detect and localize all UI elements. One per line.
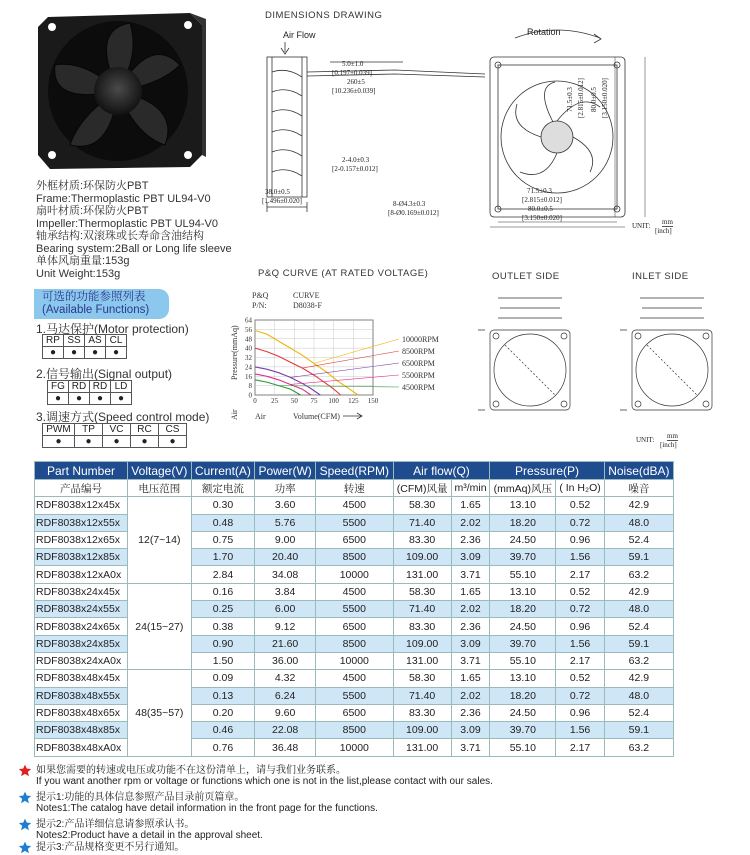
inh2o-cell: 0.72 bbox=[556, 601, 604, 618]
noise-cell: 63.2 bbox=[604, 566, 673, 583]
cfm-cell: 131.00 bbox=[393, 739, 451, 756]
dim-rib-inch: [2-0.157±0.012] bbox=[332, 165, 378, 173]
spec-table bbox=[34, 461, 674, 757]
dim-lead-length-inch: [10.236±0.039] bbox=[332, 87, 376, 95]
noise-cell: 63.2 bbox=[604, 739, 673, 756]
current-cell: 0.38 bbox=[191, 618, 255, 635]
rotation-label: Rotation bbox=[527, 27, 561, 37]
inh2o-cell: 1.56 bbox=[556, 549, 604, 566]
option-dot: ● bbox=[43, 436, 75, 448]
current-cell: 1.70 bbox=[191, 549, 255, 566]
pq-y-tick: 0 bbox=[248, 391, 252, 400]
pq-legend-pn: P/N: bbox=[252, 301, 267, 310]
pq-x-tick: 50 bbox=[290, 397, 298, 405]
pq-series-6500RPM bbox=[255, 367, 320, 395]
speed-cell: 8500 bbox=[316, 549, 394, 566]
cfm-cell: 71.40 bbox=[393, 601, 451, 618]
pq-xlabel: Volume(CFM) bbox=[293, 412, 340, 421]
option-code: RD bbox=[69, 381, 90, 393]
inh2o-cell: 0.96 bbox=[556, 531, 604, 548]
dim-lead-length: 260±5 bbox=[347, 78, 365, 86]
noise-cell: 48.0 bbox=[604, 601, 673, 618]
note-contact bbox=[36, 765, 493, 787]
pq-series-4500RPM bbox=[255, 380, 301, 395]
spec-line: 扇叶材质:环保防火PBT bbox=[36, 205, 149, 217]
spec-line: Frame:Thermoplastic PBT UL94-V0 bbox=[36, 192, 211, 205]
pq-y-tick: 64 bbox=[245, 316, 252, 325]
power-cell: 5.76 bbox=[255, 514, 316, 531]
pq-x-tick: 100 bbox=[328, 397, 339, 405]
part-number-cell: RDF8038x12x45x bbox=[35, 497, 128, 514]
note-cn: 提示1:功能的具体信息参照产品目录前页篇章。 bbox=[36, 792, 245, 803]
speed-cell: 5500 bbox=[316, 514, 394, 531]
cfm-cell: 83.30 bbox=[393, 704, 451, 721]
cfm-cell: 109.00 bbox=[393, 549, 451, 566]
m3-cell: 2.02 bbox=[451, 687, 490, 704]
pq-heading: P&Q CURVE (AT RATED VOLTAGE) bbox=[258, 268, 429, 279]
table-row bbox=[35, 583, 674, 600]
col-noise: Noise(dBA) bbox=[604, 462, 673, 480]
mmaq-cell: 39.70 bbox=[490, 635, 556, 652]
power-cell: 9.60 bbox=[255, 704, 316, 721]
part-number-cell: RDF8038x24x55x bbox=[35, 601, 128, 618]
noise-cell: 42.9 bbox=[604, 497, 673, 514]
inh2o-cell: 0.52 bbox=[556, 583, 604, 600]
star-icon bbox=[18, 818, 32, 832]
speed-cell: 4500 bbox=[316, 670, 394, 687]
noise-cell: 59.1 bbox=[604, 635, 673, 652]
options-title-en: (Available Functions) bbox=[42, 304, 150, 316]
mmaq-cell: 13.10 bbox=[490, 670, 556, 687]
options-title-cn: 可选的功能参照列表 bbox=[42, 291, 146, 303]
cfm-cell: 109.00 bbox=[393, 635, 451, 652]
dim-height-outer-inch: [3.150±0.020] bbox=[601, 77, 609, 118]
cfm-cell: 131.00 bbox=[393, 566, 451, 583]
pq-legend-entry: 4500RPM bbox=[402, 383, 435, 392]
option-code: CS bbox=[159, 424, 187, 436]
dim-height-inner-inch: [2.815±0.012] bbox=[577, 77, 585, 118]
power-cell: 3.60 bbox=[255, 497, 316, 514]
power-cell: 3.84 bbox=[255, 583, 316, 600]
col-voltage: Voltage(V) bbox=[128, 462, 192, 480]
inh2o-cell: 1.56 bbox=[556, 635, 604, 652]
unit-mm-2: mm bbox=[667, 432, 678, 440]
mmaq-cell: 18.20 bbox=[490, 601, 556, 618]
speed-control-title: 3.调速方式(Speed control mode) bbox=[36, 410, 210, 424]
power-cell: 21.60 bbox=[255, 635, 316, 652]
noise-cell: 48.0 bbox=[604, 514, 673, 531]
spec-line: 外框材质:环保防火PBT bbox=[36, 180, 149, 192]
outlet-side-drawing bbox=[470, 290, 590, 425]
current-cell: 0.75 bbox=[191, 531, 255, 548]
unit-mm: mm bbox=[662, 218, 673, 226]
air-flow-label: Air Flow bbox=[283, 30, 316, 40]
mmaq-cell: 39.70 bbox=[490, 549, 556, 566]
m3-cell: 2.02 bbox=[451, 601, 490, 618]
sub-voltage: 电压范围 bbox=[128, 480, 192, 497]
col-airflow: Air flow(Q) bbox=[393, 462, 490, 480]
inlet-heading: INLET SIDE bbox=[632, 271, 689, 282]
part-number-cell: RDF8038x48x85x bbox=[35, 722, 128, 739]
mmaq-cell: 18.20 bbox=[490, 514, 556, 531]
inh2o-cell: 0.72 bbox=[556, 687, 604, 704]
pq-chart bbox=[225, 285, 475, 425]
m3-cell: 1.65 bbox=[451, 583, 490, 600]
mmaq-cell: 24.50 bbox=[490, 704, 556, 721]
current-cell: 0.76 bbox=[191, 739, 255, 756]
part-number-cell: RDF8038x12x65x bbox=[35, 531, 128, 548]
speed-control-table bbox=[42, 423, 187, 448]
note-cn: 如果您需要的转速或电压或功能不在这份清单上，请与我们业务联系。 bbox=[36, 765, 346, 776]
option-dot: ● bbox=[64, 347, 85, 359]
noise-cell: 42.9 bbox=[604, 583, 673, 600]
option-dot: ● bbox=[75, 436, 103, 448]
option-dot: ● bbox=[159, 436, 187, 448]
col-part-number: Part Number bbox=[35, 462, 128, 480]
outlet-heading: OUTLET SIDE bbox=[492, 271, 560, 282]
speed-cell: 5500 bbox=[316, 601, 394, 618]
spec-line: 轴承结构:双滚珠或长寿命含油结构 bbox=[36, 230, 205, 242]
inh2o-cell: 1.56 bbox=[556, 722, 604, 739]
option-dot: ● bbox=[69, 393, 90, 405]
star-icon bbox=[18, 791, 32, 805]
unit-label: UNIT: bbox=[632, 222, 651, 230]
cfm-cell: 83.30 bbox=[393, 618, 451, 635]
table-row bbox=[35, 670, 674, 687]
speed-cell: 8500 bbox=[316, 635, 394, 652]
options-title bbox=[34, 289, 169, 319]
inh2o-cell: 0.72 bbox=[556, 514, 604, 531]
part-number-cell: RDF8038x48x45x bbox=[35, 670, 128, 687]
power-cell: 4.32 bbox=[255, 670, 316, 687]
option-dot: ● bbox=[131, 436, 159, 448]
part-number-cell: RDF8038x48x55x bbox=[35, 687, 128, 704]
power-cell: 6.24 bbox=[255, 687, 316, 704]
note-cn: 提示3:产品规格变更不另行通知。 bbox=[36, 842, 185, 853]
power-cell: 22.08 bbox=[255, 722, 316, 739]
option-code: RD bbox=[90, 381, 111, 393]
dim-lead-offset-inch: [0.197±0.039] bbox=[332, 69, 373, 77]
speed-cell: 6500 bbox=[316, 704, 394, 721]
inh2o-cell: 0.96 bbox=[556, 618, 604, 635]
option-dot: ● bbox=[111, 393, 132, 405]
unit-label-2: UNIT: bbox=[636, 436, 655, 444]
noise-cell: 52.4 bbox=[604, 531, 673, 548]
part-number-cell: RDF8038x48xA0x bbox=[35, 739, 128, 756]
m3-cell: 3.09 bbox=[451, 635, 490, 652]
unit-inch: [inch] bbox=[655, 227, 672, 235]
pq-legend-curve: CURVE bbox=[293, 291, 320, 300]
motor-protection-table bbox=[42, 334, 127, 359]
pq-y-tick: 40 bbox=[245, 344, 252, 353]
m3-cell: 3.71 bbox=[451, 652, 490, 669]
pq-x-tick: 125 bbox=[348, 397, 359, 405]
voltage-cell: 48(35~57) bbox=[128, 670, 192, 756]
part-number-cell: RDF8038x24x45x bbox=[35, 583, 128, 600]
part-number-cell: RDF8038x12x85x bbox=[35, 549, 128, 566]
pq-x-tick: 150 bbox=[367, 397, 379, 405]
mmaq-cell: 55.10 bbox=[490, 566, 556, 583]
noise-cell: 59.1 bbox=[604, 549, 673, 566]
option-code: SS bbox=[64, 335, 85, 347]
cfm-cell: 71.40 bbox=[393, 687, 451, 704]
m3-cell: 2.36 bbox=[451, 704, 490, 721]
sub-current: 额定电流 bbox=[191, 480, 255, 497]
inh2o-cell: 0.96 bbox=[556, 704, 604, 721]
option-dot: ● bbox=[43, 347, 64, 359]
pq-x-tick: 75 bbox=[310, 397, 318, 405]
m3-cell: 3.71 bbox=[451, 739, 490, 756]
current-cell: 0.20 bbox=[191, 704, 255, 721]
speed-cell: 6500 bbox=[316, 531, 394, 548]
dim-lead-offset: 5.0±1.0 bbox=[342, 60, 364, 68]
pq-xlabel-air: Air bbox=[255, 412, 266, 421]
option-code: LD bbox=[111, 381, 132, 393]
mmaq-cell: 24.50 bbox=[490, 531, 556, 548]
option-code: TP bbox=[75, 424, 103, 436]
cfm-cell: 58.30 bbox=[393, 670, 451, 687]
spec-line: Impeller:Thermoplastic PBT UL94-V0 bbox=[36, 217, 218, 230]
dim-depth-inch: [1.496±0.020] bbox=[262, 197, 303, 205]
option-code: RP bbox=[43, 335, 64, 347]
m3-cell: 1.65 bbox=[451, 670, 490, 687]
pq-legend-entry: 8500RPM bbox=[402, 347, 435, 356]
sub-inh2o: ( In H₂O) bbox=[556, 480, 604, 497]
voltage-cell: 12(7~14) bbox=[128, 497, 192, 583]
sub-m3: m³/min bbox=[451, 480, 490, 497]
option-dot: ● bbox=[90, 393, 111, 405]
m3-cell: 2.02 bbox=[451, 514, 490, 531]
dim-hole: 8-Ø4.3±0.3 bbox=[393, 200, 426, 208]
pq-y-tick: 8 bbox=[248, 382, 252, 391]
mmaq-cell: 13.10 bbox=[490, 583, 556, 600]
pq-legend-entry: 6500RPM bbox=[402, 359, 435, 368]
current-cell: 0.16 bbox=[191, 583, 255, 600]
dim-hole-inch: [8-Ø0.169±0.012] bbox=[388, 209, 439, 217]
mmaq-cell: 55.10 bbox=[490, 739, 556, 756]
speed-cell: 10000 bbox=[316, 739, 394, 756]
cfm-cell: 58.30 bbox=[393, 497, 451, 514]
noise-cell: 42.9 bbox=[604, 670, 673, 687]
dim-height-inner: 71.5±0.3 bbox=[566, 87, 574, 112]
motor-protection-title: 1.马达保护(Motor protection) bbox=[36, 322, 189, 336]
note-en: If you want another rpm or voltage or functions which one is not in the list,please contact with our sales. bbox=[36, 776, 493, 787]
sub-noise: 噪音 bbox=[604, 480, 673, 497]
speed-cell: 8500 bbox=[316, 722, 394, 739]
option-dot: ● bbox=[106, 347, 127, 359]
option-dot: ● bbox=[85, 347, 106, 359]
star-icon bbox=[18, 841, 32, 855]
pq-xlabel-arrow bbox=[343, 413, 362, 419]
pq-legend-leader bbox=[314, 339, 399, 363]
sub-power: 功率 bbox=[255, 480, 316, 497]
inh2o-cell: 2.17 bbox=[556, 739, 604, 756]
current-cell: 2.84 bbox=[191, 566, 255, 583]
speed-cell: 10000 bbox=[316, 652, 394, 669]
pq-legend-entry: 5500RPM bbox=[402, 371, 435, 380]
pq-series-5500RPM bbox=[255, 374, 311, 395]
pq-legend-leader bbox=[302, 351, 399, 368]
noise-cell: 48.0 bbox=[604, 687, 673, 704]
mmaq-cell: 18.20 bbox=[490, 687, 556, 704]
pq-y-tick: 48 bbox=[245, 335, 252, 344]
voltage-cell: 24(15~27) bbox=[128, 583, 192, 669]
pq-y-tick: 16 bbox=[245, 372, 252, 381]
note-en: Notes1:The catalog have detail information in the front page for the functions. bbox=[36, 803, 378, 814]
m3-cell: 3.09 bbox=[451, 722, 490, 739]
option-code: RC bbox=[131, 424, 159, 436]
signal-output-table bbox=[47, 380, 132, 405]
pq-legend-entry: 10000RPM bbox=[402, 335, 439, 344]
cfm-cell: 109.00 bbox=[393, 722, 451, 739]
speed-cell: 4500 bbox=[316, 497, 394, 514]
speed-cell: 5500 bbox=[316, 687, 394, 704]
star-icon bbox=[18, 764, 32, 778]
dim-width-inner-inch: [2.815±0.012] bbox=[522, 196, 563, 204]
m3-cell: 1.65 bbox=[451, 497, 490, 514]
current-cell: 0.09 bbox=[191, 670, 255, 687]
dim-width-inner: 71.5±0.3 bbox=[527, 187, 552, 195]
m3-cell: 3.09 bbox=[451, 549, 490, 566]
col-current: Current(A) bbox=[191, 462, 255, 480]
cfm-cell: 131.00 bbox=[393, 652, 451, 669]
note-2 bbox=[36, 819, 263, 841]
noise-cell: 52.4 bbox=[604, 618, 673, 635]
part-number-cell: RDF8038x24x85x bbox=[35, 635, 128, 652]
current-cell: 0.13 bbox=[191, 687, 255, 704]
cfm-cell: 83.30 bbox=[393, 531, 451, 548]
current-cell: 0.90 bbox=[191, 635, 255, 652]
note-en: Notes2:Product have a detail in the approval sheet. bbox=[36, 830, 263, 841]
current-cell: 0.30 bbox=[191, 497, 255, 514]
noise-cell: 52.4 bbox=[604, 704, 673, 721]
note-cn: 提示2:产品详细信息请参照承认书。 bbox=[36, 819, 195, 830]
part-number-cell: RDF8038x24xA0x bbox=[35, 652, 128, 669]
note-1 bbox=[36, 792, 378, 814]
cfm-cell: 71.40 bbox=[393, 514, 451, 531]
option-code: VC bbox=[103, 424, 131, 436]
spec-line: Bearing system:2Ball or Long life sleeve bbox=[36, 242, 232, 255]
col-power: Power(W) bbox=[255, 462, 316, 480]
mmaq-cell: 55.10 bbox=[490, 652, 556, 669]
m3-cell: 3.71 bbox=[451, 566, 490, 583]
dim-rib: 2-4.0±0.3 bbox=[342, 156, 370, 164]
dim-depth: 38.0±0.5 bbox=[265, 188, 290, 196]
fan-photo bbox=[30, 5, 210, 175]
part-number-cell: RDF8038x12xA0x bbox=[35, 566, 128, 583]
pq-y-tick: 56 bbox=[245, 325, 252, 334]
pq-ylabel-air: Air bbox=[230, 409, 239, 420]
power-cell: 36.00 bbox=[255, 652, 316, 669]
mmaq-cell: 13.10 bbox=[490, 497, 556, 514]
power-cell: 20.40 bbox=[255, 549, 316, 566]
power-cell: 6.00 bbox=[255, 601, 316, 618]
dim-width-outer-inch: [3.150±0.020] bbox=[522, 214, 563, 222]
dimensions-drawing bbox=[255, 22, 675, 247]
spec-list bbox=[36, 180, 232, 280]
option-code: PWM bbox=[43, 424, 75, 436]
speed-cell: 10000 bbox=[316, 566, 394, 583]
spec-line: 单体风扇重量:153g bbox=[36, 255, 130, 267]
table-row bbox=[35, 497, 674, 514]
dim-width-outer: 80.0±0.5 bbox=[528, 205, 553, 213]
speed-cell: 4500 bbox=[316, 583, 394, 600]
speed-cell: 6500 bbox=[316, 618, 394, 635]
m3-cell: 2.36 bbox=[451, 531, 490, 548]
note-3 bbox=[36, 842, 184, 853]
cfm-cell: 58.30 bbox=[393, 583, 451, 600]
dimensions-heading: DIMENSIONS DRAWING bbox=[265, 10, 383, 21]
mmaq-cell: 24.50 bbox=[490, 618, 556, 635]
m3-cell: 2.36 bbox=[451, 618, 490, 635]
sub-speed: 转速 bbox=[316, 480, 394, 497]
current-cell: 0.25 bbox=[191, 601, 255, 618]
mmaq-cell: 39.70 bbox=[490, 722, 556, 739]
noise-cell: 59.1 bbox=[604, 722, 673, 739]
option-code: FG bbox=[48, 381, 69, 393]
unit-inch-2: [inch] bbox=[660, 441, 677, 449]
pq-x-tick: 25 bbox=[271, 397, 279, 405]
option-dot: ● bbox=[103, 436, 131, 448]
inlet-side-drawing bbox=[612, 290, 732, 425]
pq-legend-pq: P&Q bbox=[252, 291, 269, 300]
sub-part: 产品编号 bbox=[35, 480, 128, 497]
pq-legend-model: D8038-F bbox=[293, 301, 322, 310]
power-cell: 34.08 bbox=[255, 566, 316, 583]
inh2o-cell: 2.17 bbox=[556, 652, 604, 669]
power-cell: 9.12 bbox=[255, 618, 316, 635]
sub-mmaq: (mmAq)风压 bbox=[490, 480, 556, 497]
part-number-cell: RDF8038x48x65x bbox=[35, 704, 128, 721]
pq-y-tick: 24 bbox=[245, 363, 252, 372]
current-cell: 0.48 bbox=[191, 514, 255, 531]
inh2o-cell: 0.52 bbox=[556, 497, 604, 514]
spec-line: Unit Weight:153g bbox=[36, 267, 121, 280]
pq-y-tick: 32 bbox=[245, 354, 252, 362]
part-number-cell: RDF8038x24x65x bbox=[35, 618, 128, 635]
inh2o-cell: 2.17 bbox=[556, 566, 604, 583]
pq-x-tick: 0 bbox=[253, 397, 257, 405]
option-dot: ● bbox=[48, 393, 69, 405]
col-speed: Speed(RPM) bbox=[316, 462, 394, 480]
col-pressure: Pressure(P) bbox=[490, 462, 604, 480]
inh2o-cell: 0.52 bbox=[556, 670, 604, 687]
current-cell: 1.50 bbox=[191, 652, 255, 669]
current-cell: 0.46 bbox=[191, 722, 255, 739]
signal-output-title: 2.信号输出(Signal output) bbox=[36, 367, 173, 381]
option-code: CL bbox=[106, 335, 127, 347]
option-code: AS bbox=[85, 335, 106, 347]
sub-cfm: (CFM)风量 bbox=[393, 480, 451, 497]
power-cell: 36.48 bbox=[255, 739, 316, 756]
part-number-cell: RDF8038x12x55x bbox=[35, 514, 128, 531]
dim-height-outer: 80.0±0.5 bbox=[590, 87, 598, 112]
noise-cell: 63.2 bbox=[604, 652, 673, 669]
power-cell: 9.00 bbox=[255, 531, 316, 548]
pq-ylabel: Pressure(mmAq) bbox=[230, 325, 239, 380]
